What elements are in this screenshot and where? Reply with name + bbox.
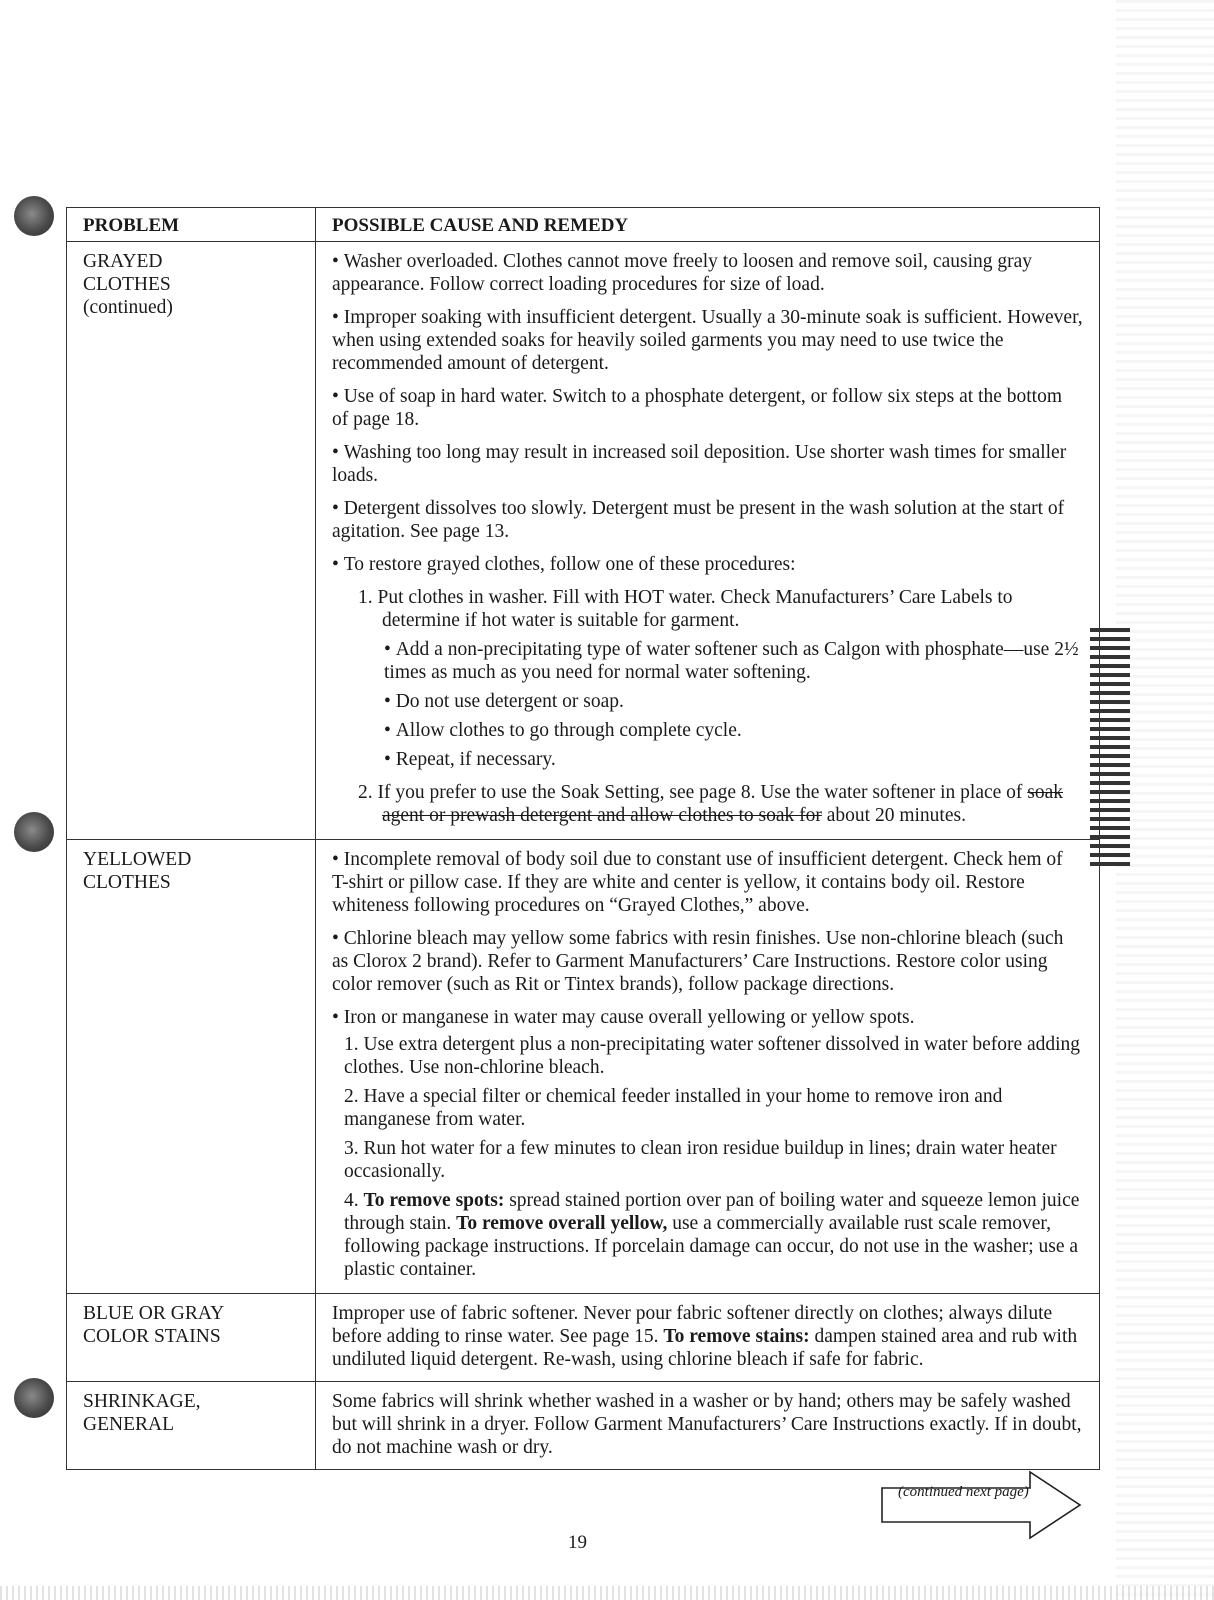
procedure-step: 1. Put clothes in washer. Fill with HOT water. Check Manufacturers’ Care Labels to determine if hot water is suitable for garment. bbox=[358, 587, 1013, 631]
problem-label: GENERAL bbox=[83, 1414, 174, 1435]
header-problem: PROBLEM bbox=[67, 208, 316, 242]
table-row-yellowed bbox=[67, 840, 1100, 1294]
remedy-item: • Chlorine bleach may yellow some fabrics with resin finishes. Use non-chlorine bleach (such as Clorox 2 brand). Refer to Garment Manufacturers’ Care Instructions. Restore color using color remover (such as Rit or Tintex brands), follow package directions. bbox=[332, 927, 1083, 996]
procedure-substep: • Do not use detergent or soap. bbox=[344, 690, 1083, 713]
binder-hole bbox=[14, 812, 54, 852]
problem-label: YELLOWED bbox=[83, 849, 192, 870]
header-remedy: POSSIBLE CAUSE AND REMEDY bbox=[316, 208, 1100, 242]
table-row-shrinkage bbox=[67, 1382, 1100, 1470]
procedure-substep: • Repeat, if necessary. bbox=[344, 748, 1083, 771]
procedure-step: 1. Use extra detergent plus a non-precipitating water softener dissolved in water before adding clothes. Use non-chlorine bleach. bbox=[344, 1034, 1081, 1078]
remedy-item: • Incomplete removal of body soil due to constant use of insufficient detergent. Check hem of T-shirt or pillow case. If they are white and center is yellow, it contains body oil. Restore whiteness following procedures on “Grayed Clothes,” above. bbox=[332, 848, 1083, 917]
binder-hole bbox=[14, 196, 54, 236]
problem-label: CLOTHES bbox=[83, 274, 171, 295]
scan-bottom-edge bbox=[0, 1586, 1214, 1600]
remedy-cell bbox=[316, 1382, 1100, 1470]
continued-arrow-icon bbox=[880, 1470, 1090, 1540]
problem-cell bbox=[67, 242, 316, 840]
problem-label: CLOTHES bbox=[83, 872, 171, 893]
step-text: about 20 minutes. bbox=[826, 805, 966, 826]
binder-hole bbox=[14, 1378, 54, 1418]
remedy-text: dampen stained area and rub with undiluted liquid detergent. Re-wash, using chlorine bleach if safe for fabric. bbox=[332, 1326, 1078, 1370]
step-bold-text: To remove spots: bbox=[363, 1190, 505, 1211]
remedy-cell bbox=[316, 840, 1100, 1294]
remedy-item bbox=[332, 1302, 1083, 1371]
problem-label: COLOR STAINS bbox=[83, 1326, 221, 1347]
problem-label: SHRINKAGE, bbox=[83, 1391, 201, 1412]
procedure-substep: • Add a non-precipitating type of water softener such as Calgon with phosphate—use 2½ times as much as you need for normal water softening. bbox=[344, 638, 1083, 684]
remedy-cell bbox=[316, 242, 1100, 840]
remedy-item: Some fabrics will shrink whether washed in a washer or by hand; others may be safely washed but will shrink in a dryer. Follow Garment Manufacturers’ Care Instructions exactly. If in doubt, do not machine wash or dry. bbox=[332, 1391, 1082, 1458]
struck-text: soak agent or prewash detergent and allow clothes to soak for bbox=[382, 782, 1064, 826]
procedure-substep: • Allow clothes to go through complete cycle. bbox=[344, 719, 1083, 742]
page-number: 19 bbox=[568, 1532, 587, 1553]
problem-cell bbox=[67, 840, 316, 1294]
table-row-blue-gray bbox=[67, 1294, 1100, 1382]
table-row-grayed bbox=[67, 242, 1100, 840]
procedure-step: 3. Run hot water for a few minutes to clean iron residue buildup in lines; drain water heater occasionally. bbox=[344, 1138, 1057, 1182]
scan-edge bbox=[1116, 0, 1214, 1600]
remedy-cell bbox=[316, 1294, 1100, 1382]
problem-label-note: (continued) bbox=[83, 297, 173, 318]
remedy-bold-text: To remove stains: bbox=[663, 1326, 810, 1347]
remedy-item: • Iron or manganese in water may cause overall yellowing or yellow spots. bbox=[332, 1006, 1083, 1029]
step-bold-text: To remove overall yellow, bbox=[456, 1213, 668, 1234]
table-header-row bbox=[67, 208, 1100, 242]
remedy-item: • Use of soap in hard water. Switch to a phosphate detergent, or follow six steps at the bottom of page 18. bbox=[332, 385, 1083, 431]
remedy-item: • To restore grayed clothes, follow one of these procedures: bbox=[332, 553, 1083, 576]
procedure-step: 2. Have a special filter or chemical feeder installed in your home to remove iron and manganese from water. bbox=[344, 1086, 1003, 1130]
step-text: use a commercially available rust scale remover, following package instructions. If porcelain damage can occur, do not use in the washer; use a plastic container. bbox=[344, 1213, 1079, 1280]
step-text: spread stained portion over pan of boiling water and squeeze lemon juice through stain. bbox=[344, 1190, 1080, 1234]
problem-label: GRAYED bbox=[83, 251, 163, 272]
continued-label: (continued next page) bbox=[898, 1484, 1029, 1500]
remedy-item: • Improper soaking with insufficient detergent. Usually a 30-minute soak is sufficient. However, when using extended soaks for heavily soiled garments you may need to use twice the recommended amount of detergent. bbox=[332, 306, 1083, 375]
remedy-item: • Washing too long may result in increased soil deposition. Use shorter wash times for smaller loads. bbox=[332, 441, 1083, 487]
problem-label: BLUE OR GRAY bbox=[83, 1303, 225, 1324]
procedure-step bbox=[344, 1189, 1083, 1281]
remedy-item: • Detergent dissolves too slowly. Detergent must be present in the wash solution at the start of agitation. See page 13. bbox=[332, 497, 1083, 543]
problem-cell bbox=[67, 1294, 316, 1382]
troubleshooting-table bbox=[66, 207, 1100, 1470]
procedure-step bbox=[344, 781, 1083, 827]
step-number: 4. bbox=[344, 1190, 359, 1211]
step-text: 2. If you prefer to use the Soak Setting, see page 8. Use the water softener in place of bbox=[358, 782, 1023, 803]
remedy-text: Improper use of fabric softener. Never pour fabric softener directly on clothes; always dilute before adding to rinse water. See page 15. bbox=[332, 1303, 1053, 1347]
problem-cell bbox=[67, 1382, 316, 1470]
remedy-item: • Washer overloaded. Clothes cannot move freely to loosen and remove soil, causing gray appearance. Follow correct loading procedures for size of load. bbox=[332, 250, 1083, 296]
